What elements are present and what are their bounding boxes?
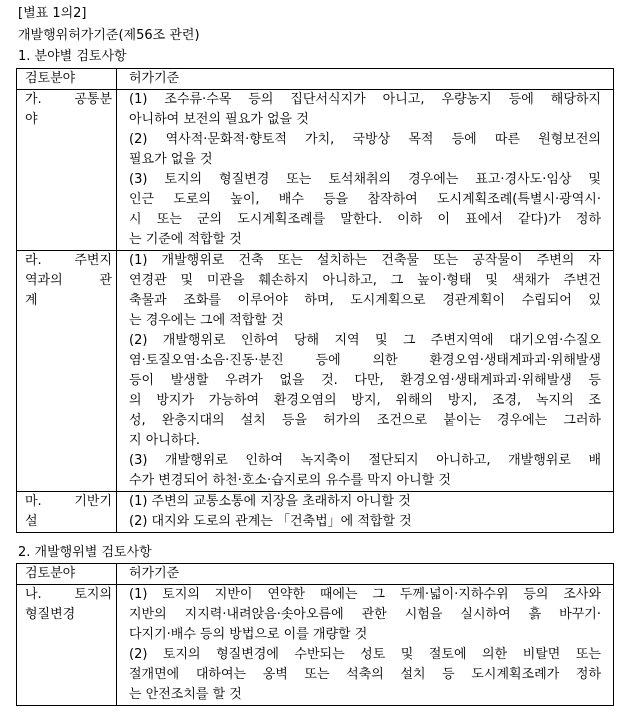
criteria-line: (1) 개발행위로 건축 또는 설치하는 건축물 또는 공작물이 주변의 자 [129,253,601,268]
section1-table [16,68,614,533]
column-header-label: 허가기준 [129,566,180,581]
review-field-line: 마. 기반기 [25,494,112,509]
criteria-line: 아니하여 보전의 필요가 없을 것 [129,112,309,127]
review-field-line: 나. 토지의 [25,587,112,602]
criteria-line: 절개면에 대하여는 옹벽 또는 석축의 설치 등 도시계획조례가 정하 [129,667,601,682]
criteria-line: 는 기준에 적합할 것 [129,232,242,247]
criteria-line: (1) 토지의 지반이 연약한 때에는 그 두께·넓이·지하수위 등의 조사와 [129,587,601,602]
table-row [17,492,614,533]
table-header-row [17,564,614,585]
criteria-line: 의 방지가 가능하여 환경오염의 방지, 위해의 방지, 조경, 녹지의 조 [129,393,601,408]
table-row [17,251,614,492]
column-header-criteria [117,69,614,90]
column-header-label: 허가기준 [129,71,180,86]
criteria-line: 연경관 및 미관을 훼손하지 아니하고, 그 높이·형태 및 색채가 주변건 [129,273,601,288]
table-row [17,90,614,251]
criteria-line: 다지기·배수 등의 방법으로 이를 개량할 것 [129,627,368,642]
criteria-line: 시 또는 군의 도시계획조례를 말한다. 이하 이 표에서 같다)가 정하 [129,212,601,227]
criteria-line: (1) 주변의 교통소통에 지장을 초래하지 아니할 것 [129,494,411,509]
criteria-line: 등이 발생할 우려가 없을 것. 다만, 환경오염·생태계파괴·위해발생 등 [129,373,601,388]
section2-table [16,563,614,706]
column-header-label: 검토분야 [25,566,76,581]
review-field-line: 계 [25,293,38,308]
criteria-line: 성, 완충지대의 설치 등을 허가의 조건으로 붙이는 경우에는 그러하 [129,413,601,428]
criteria-line: (2) 개발행위로 인하여 당해 지역 및 그 주변지역에 대기오염·수질오 [129,333,601,348]
section1-heading: 1. 분야별 검토사항 [18,49,127,64]
criteria-line: 지 아니하다. [129,433,201,448]
criteria-cell [117,492,614,533]
criteria-line: 는 안전조치를 할 것 [129,687,242,702]
criteria-line: 인근 도로의 높이, 배수 등을 참작하여 도시계획조례(특별시·광역시· [129,192,601,207]
criteria-line: 지반의 지지력·내려앉음·솟아오름에 관한 시험을 실시하여 흙 바꾸기· [129,607,601,622]
table-row [17,585,614,706]
column-header-label: 검토분야 [25,71,76,86]
review-field-line: 야 [25,112,38,127]
criteria-line: 필요가 없을 것 [129,152,213,167]
column-header-field [17,69,117,90]
review-field-line: 역과의 관 [25,273,112,288]
review-field-line: 설 [25,514,38,529]
criteria-cell [117,90,614,251]
review-field-cell [17,585,117,706]
criteria-line: 수가 변경되어 하천·호소·습지로의 유수를 막지 아니할 것 [129,473,451,488]
review-field-line: 라. 주변지 [25,253,112,268]
review-field-line: 가. 공통분 [25,92,112,107]
review-field-cell [17,251,117,492]
criteria-line: 염·토질오염·소음·진동·분진 등에 의한 환경오염·생태계파괴·위해발생 [129,353,601,368]
column-header-criteria [117,564,614,585]
criteria-line: (3) 개발행위로 인하여 녹지축이 절단되지 아니하고, 개발행위로 배 [129,453,601,468]
section2-heading: 2. 개발행위별 검토사항 [18,545,152,560]
criteria-line: (3) 토지의 형질변경 또는 토석채취의 경우에는 표고·경사도·임상 및 [129,172,601,187]
criteria-line: (2) 역사적·문화적·향토적 가치, 국방상 목적 등에 따른 원형보전의 [129,132,601,147]
criteria-line: 축물과 조화를 이루어야 하며, 도시계획으로 경관계획이 수립되어 있 [129,293,601,308]
criteria-line: 는 경우에는 그에 적합할 것 [129,313,284,328]
review-field-line: 형질변경 [25,607,76,622]
criteria-line: (1) 조수류·수목 등의 집단서식지가 아니고, 우량농지 등에 해당하지 [129,92,601,107]
criteria-line: (2) 토지의 형질변경에 수반되는 성토 및 절토에 의한 비탈면 또는 [129,647,601,662]
column-header-field [17,564,117,585]
document-title: 개발행위허가기준(제56조 관련) [18,28,200,43]
table-header-row [17,69,614,90]
criteria-cell [117,251,614,492]
criteria-line: (2) 대지와 도로의 관계는 「건축법」에 적합할 것 [129,514,412,529]
review-field-cell [17,492,117,533]
review-field-cell [17,90,117,251]
annex-number: [별표 1의2] [18,6,87,21]
criteria-cell [117,585,614,706]
